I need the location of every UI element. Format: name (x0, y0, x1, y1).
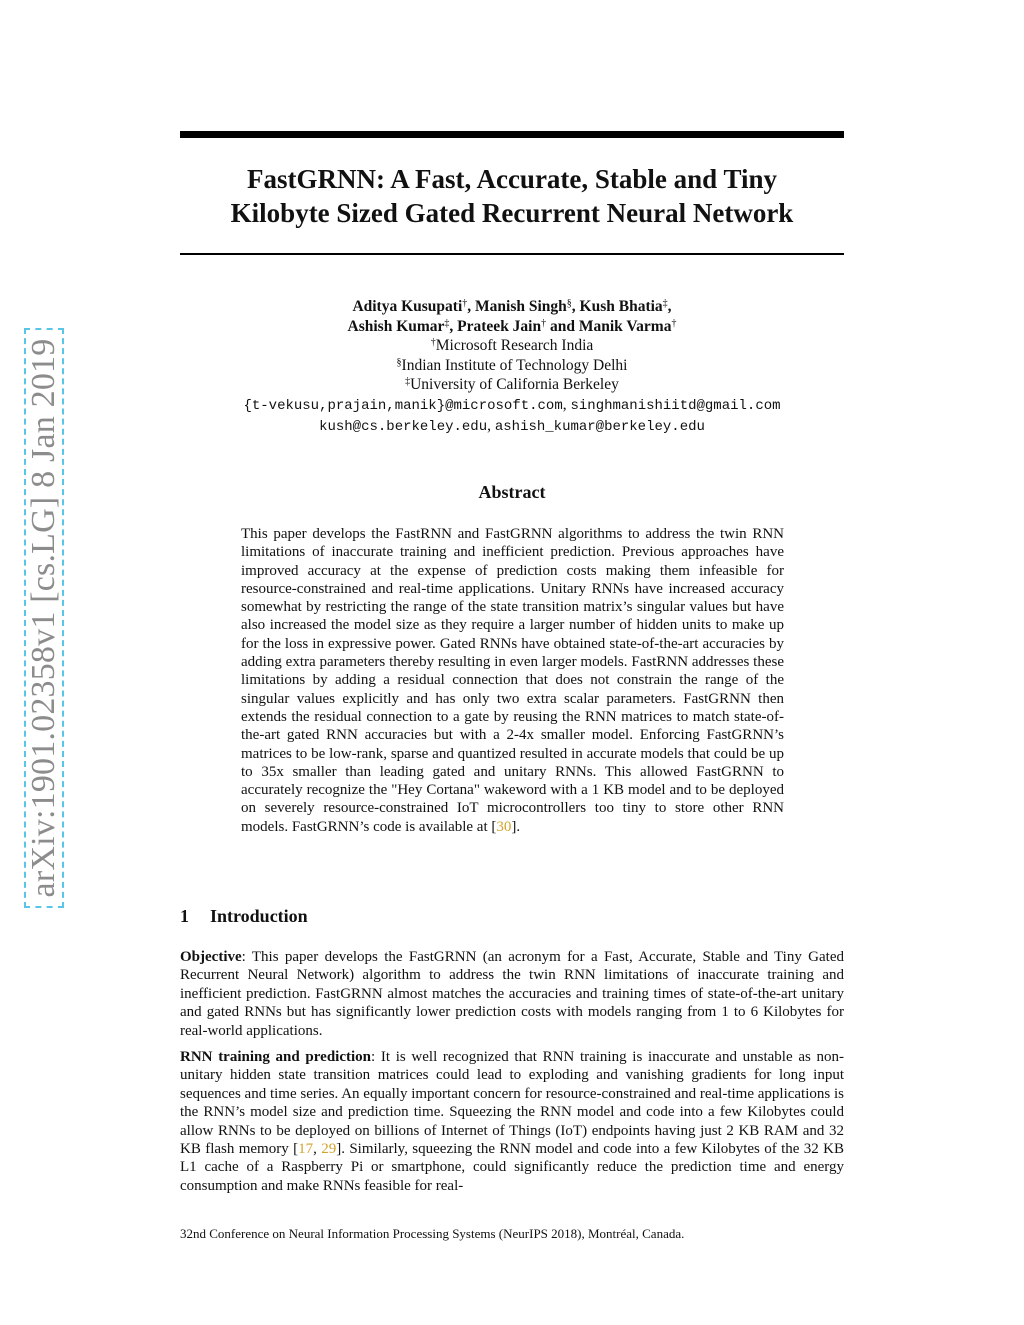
paragraph-rnn-training: RNN training and prediction: It is well recognized that RNN training is inaccurate and unstable as non-unitary hidden state transition matrices could lead to exploding and vanishing gradients for long input sequences and time series. An equally important concern for resource-constrained and real-time applications is the RNN’s model size and prediction time. Squeezing the RNN model and code into a few Kilobytes could allow RNNs to be deployed on billions of Internet of Things (IoT) endpoints having just 2 KB RAM and 32 KB flash memory [17, 29]. Similarly, squeezing the RNN model and code into a few Kilobytes of the 32 KB L1 cache of a Raspberry Pi or smartphone, could significantly reduce the prediction time and energy consumption and make RNNs feasible for real- (180, 1049, 845, 1194)
section-title: Introduction (210, 906, 308, 926)
author-name: Kush Bhatia (579, 298, 663, 315)
email-address[interactable]: singhmanishiitd@gmail.com (570, 397, 781, 414)
affiliation-mark: † (462, 298, 468, 309)
author-name: Manish Singh (475, 298, 567, 315)
affiliation-mark: † (671, 317, 677, 329)
affiliation-mark: ‡ (444, 317, 450, 329)
affiliation-mark: § (566, 298, 572, 309)
citation-link[interactable]: 29 (321, 1141, 337, 1158)
author-name: Aditya Kusupati (352, 298, 463, 315)
affiliation-1: †Microsoft Research India (430, 337, 594, 354)
section-number: 1 (180, 906, 189, 926)
email-line-1: {t-vekusu,prajain,manik}@microsoft.com, singhmanishiitd@gmail.com (243, 395, 781, 414)
paragraph-lead: Objective (180, 949, 242, 965)
title-top-rule (180, 131, 844, 138)
email-line-2: kush@cs.berkeley.edu, ashish_kumar@berkeley.edu (319, 417, 705, 435)
paragraph-lead: RNN training and prediction (180, 1049, 371, 1065)
author-name: Manik Varma (578, 317, 672, 335)
affiliation-2: §Indian Institute of Technology Delhi (396, 356, 628, 374)
paper-title (180, 162, 844, 230)
author-conjunction: and (550, 317, 575, 335)
section-heading-introduction (180, 905, 844, 927)
affiliation-mark: ‡ (662, 298, 668, 309)
author-name: Ashish Kumar (347, 317, 445, 335)
email-address[interactable]: ashish_kumar@berkeley.edu (494, 419, 705, 435)
affiliation-3: ‡University of California Berkeley (405, 376, 619, 393)
affiliation-mark: † (541, 317, 547, 329)
title-line-1: FastGRNN: A Fast, Accurate, Stable and Tiny (246, 164, 778, 194)
email-address[interactable]: {t-vekusu,prajain,manik}@microsoft.com (243, 397, 563, 414)
abstract-text: This paper develops the FastRNN and FastGRNN algorithms to address the twin RNN limitations of inaccurate training and inefficient prediction. Previous approaches have improved accuracy at the expense of prediction costs making them infeasible for resource-constrained and real-time applications. Unitary RNNs have increased accuracy somewhat by restricting the range of the state transition matrix’s singular values but have also increased the model size as they require a larger number of hidden units to make up for the loss in expressive power. Gated RNNs have obtained state-of-the-art accuracies by adding extra parameters thereby resulting in even larger models. FastRNN addresses these limitations by adding a residual connection that does not constrain the range of the singular values explicitly and has only two extra scalar parameters. FastGRNN then extends the residual connection to a gate by reusing the RNN matrices to match state-of-the-art gated RNN accuracies but with a 2-4x smaller model. Enforcing FastGRNN’s matrices to be low-rank, sparse and quantized resulted in accurate models that could be up to 35x smaller than leading gated and unitary RNNs. This allowed FastGRNN to accurately recognize the "Hey Cortana" wakeword with a 1 KB model and to be deployed on severely resource-constrained IoT microcontrollers too tiny to store other RNN models. FastGRNN’s code is available at [30]. (241, 526, 784, 835)
author-name: Prateek Jain (457, 317, 542, 335)
arxiv-stamp: arXiv:1901.02358v1 [cs.LG] 8 Jan 2019 (24, 328, 64, 908)
abstract-heading: Abstract (478, 482, 546, 502)
author-names-line-2: Ashish Kumar‡, Prateek Jain† and Manik Varma† (347, 317, 677, 335)
author-block (180, 297, 844, 438)
citation-link[interactable]: 17 (298, 1141, 314, 1158)
conference-footnote: 32nd Conference on Neural Information Processing Systems (NeurIPS 2018), Montréal, Canada. (180, 1226, 685, 1241)
author-names-line-1: Aditya Kusupati†, Manish Singh§, Kush Bhatia‡, (352, 298, 672, 315)
citation-link[interactable]: 30 (496, 818, 512, 835)
paragraph-objective: Objective: This paper develops the FastGRNN (an acronym for a Fast, Accurate, Stable and Tiny Gated Recurrent Neural Network) algorithm to address the twin RNN limitations of inaccurate training and inefficient prediction. FastGRNN almost matches the accuracies and training times of state-of-the-art unitary and gated RNNs but has significantly lower prediction costs with models ranging from 1 to 6 Kilobytes for real-world applications. (180, 949, 844, 1039)
title-line-2: Kilobyte Sized Gated Recurrent Neural Network (230, 198, 794, 228)
email-address[interactable]: kush@cs.berkeley.edu (319, 419, 488, 435)
title-bottom-rule (180, 253, 844, 255)
